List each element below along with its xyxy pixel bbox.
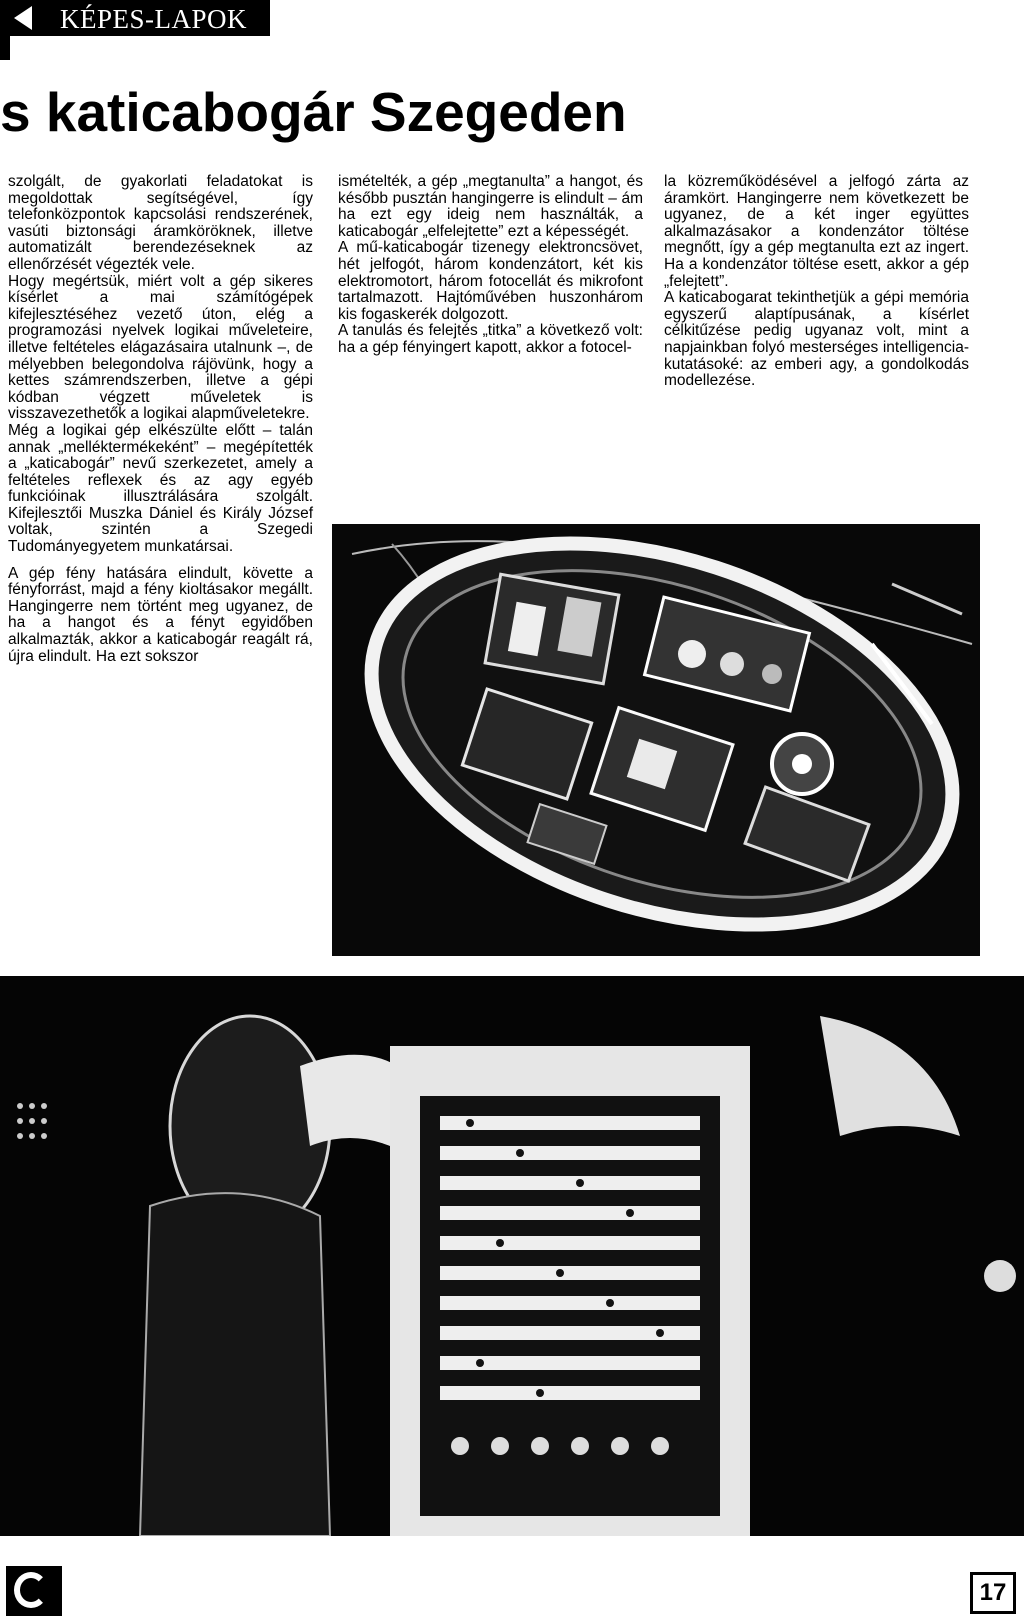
page-number: 17 [970,1572,1016,1614]
paragraph: Még a logikai gép elkészülte előtt – talán annak „melléktermékeként” – megépítették a „katicabogár” nevű szerkezetet, amely a feltételes reflexek és az agy egyéb funkcióinak illusztrálására szolgált. Kifejlesztői Muszka Dániel és Király József voltak, szintén a Szegedi Tudományegyetem munkatársai. [8,421,313,556]
section-header [0,0,270,36]
section-title: KÉPES-LAPOK [60,4,248,34]
paragraph: Hogy megértsük, miért volt a gép sikeres kísérlet a mai számítógépek kifejlesztéséhez vezető úton, elég a programozási nyelvek logikai műveleteire, illetve feltételes elágazásaira utalnunk –, de mélyebben belegondolva rájövünk, hogy a kettes számrendszerben, illetve a gépi kódban végzett műveletek is visszavezethetők a logikai alapműveletekre. [8,272,313,423]
arrow-left-icon [14,6,32,30]
text-column-3 [664,174,969,390]
paragraph: A mű-katicabogár tizenegy elektroncsövet, hét jelfogót, három kondenzátort, két kis elektromotort, három fotocellát és mikrofont tartalmazott. Hajtóművében huszonhárom kis fogaskerék dolgozott. [338,239,643,323]
paragraph: A tanulás és felejtés „titka” a következő volt: ha a gép fényingert kapott, akkor a fotocel- [338,322,643,356]
article-headline: s katicabogár Szegeden [0,81,627,143]
magazine-logo [6,1566,62,1616]
paragraph: A katicabogarat tekinthetjük a gépi memória egyszerű alaptípusának, a kísérlet célkitűzése pedig ugyanaz volt, mint a napjainkban folyó mesterséges intelligencia-kutatásoké: az emberi agy, a gondolkodás modellezése. [664,289,969,390]
text-column-1 [8,174,313,665]
paragraph: A gép fény hatására elindult, követte a fényforrást, majd a fény kioltásakor megállt. Hangingerre nem történt meg ugyanez, de ha a hangot és a fényt egyidőben alkalmazták, akkor a katicabogár reagált rá, újra elindult. Ha ezt sokszor [8,564,313,665]
logic-machine-illustration [0,976,1024,1536]
text-column-2 [338,174,643,357]
paragraph: la közreműködésével a jelfogó zárta az áramkört. Hangingerre nem következett be ugyanez, de a két inger együttes alkalmazásakor a kondenzátor töltése megnőtt, így a gép megtanulta ezt az ingert. Ha a kondenzátor töltése esett, akkor a gép „felejtett”. [664,173,969,290]
ladybug-robot-photo [332,524,980,956]
header-corner-bar [0,36,10,60]
paragraph: ismételték, a gép „megtanulta” a hangot, és később pusztán hangingerre is elindult – ám ha ezt egy ideig nem használták, a katicabogár „elfelejtette” ezt a képességét. [338,173,643,240]
logic-machine-photo [0,976,1024,1536]
c-logo-icon [14,1572,48,1608]
paragraph: szolgált, de gyakorlati feladatokat is megoldottak segítségével, így telefonközpontok kapcsolási rendszerének, vasúti biztonsági áramköröknek, illetve automatizált berendezéseknek az ellenőrzését végezték vele. [8,173,313,273]
ladybug-robot-illustration [332,524,980,956]
